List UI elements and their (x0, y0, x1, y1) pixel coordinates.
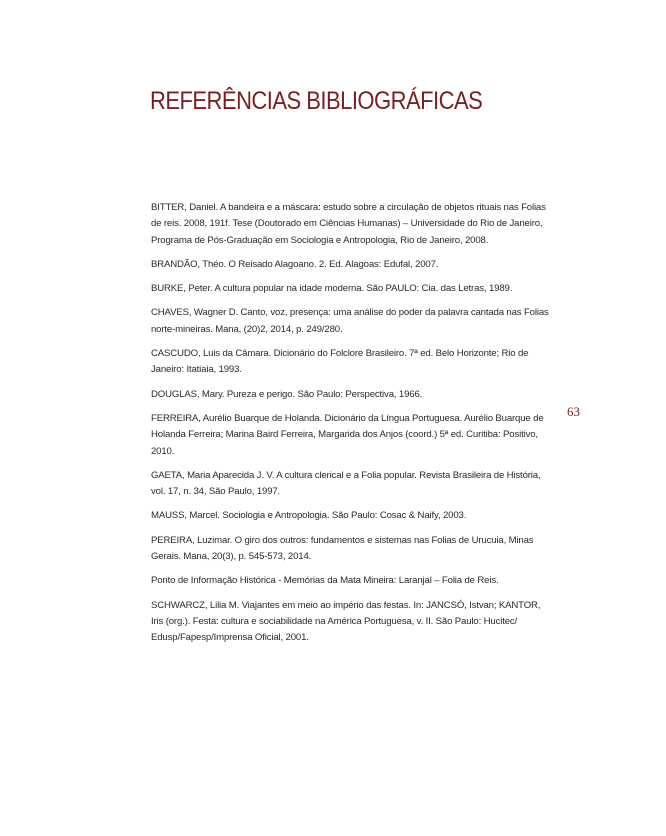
page-title: REFERÊNCIAS BIBLIOGRÁFICAS (150, 87, 483, 115)
reference-item: Ponto de Informação Histórica - Memórias da Mata Mineira: Laranjal – Folia de Reis. (151, 575, 499, 587)
reference-item: MAUSS, Marcel. Sociologia e Antropologia. São Paulo: Cosac & Naify, 2003. (151, 510, 467, 522)
reference-item: PEREIRA, Luzimar. O giro dos outros: fundamentos e sistemas nas Folias de Urucuia, Minas Gerais. Mana, 20(3), p. 545-573, 2014. (151, 534, 534, 563)
reference-list (151, 200, 554, 655)
reference-item: DOUGLAS, Mary. Pureza e perigo. São Paulo: Perspectiva, 1966. (151, 388, 423, 400)
reference-item: SCHWARCZ, Lilia M. Viajantes em meio ao império das festas. In: JANCSÓ, Istvan; KANTOR, Iris (org.). Festa: cultura e sociabilidade na América Portuguesa, v. II. São Paulo: Hucitec/ Edusp/Fapesp/Imprensa Oficial, 2001. (151, 599, 541, 644)
reference-item: GAETA, Maria Aparecida J. V. A cultura clerical e a Folia popular. Revista Brasileira de História, vol. 17, n. 34, São Paulo, 1997. (151, 469, 541, 498)
reference-item: BRANDÃO, Théo. O Reisado Alagoano. 2. Ed. Alagoas: Edufal, 2007. (151, 258, 439, 270)
reference-item: CASCUDO, Luis da Câmara. Dicionário do Folclore Brasileiro. 7ª ed. Belo Horizonte; Rio de Janeiro: Itatiaia, 1993. (151, 348, 529, 376)
page-number: 63 (567, 404, 580, 419)
reference-item: FERREIRA, Aurélio Buarque de Holanda. Dicionário da Língua Portuguesa. Aurélio Buarque de Holanda Ferreira; Marina Baird Ferreira, Margarida dos Anjos (coord.) 5ª ed. Curitiba: Positivo, 2010. (151, 412, 544, 457)
reference-item: CHAVES, Wagner D. Canto, voz, presença: uma análise do poder da palavra cantada nas Folias norte-mineiras. Mana, (20)2, 2014, p. 249/280. (151, 307, 549, 335)
reference-item: BURKE, Peter. A cultura popular na idade moderna. São PAULO: Cia. das Letras, 1989. (151, 283, 513, 295)
reference-item: BITTER, Daniel. A bandeira e a máscara: estudo sobre a circulação de objetos rituais nas Folias de reis. 2008, 191f. Tese (Doutorado em Ciências Humanas) – Universidade do Rio de Janeiro, Programa de Pós-Graduação em Sociologia e Antropologia, Rio de Janeiro, 2008. (151, 202, 546, 246)
